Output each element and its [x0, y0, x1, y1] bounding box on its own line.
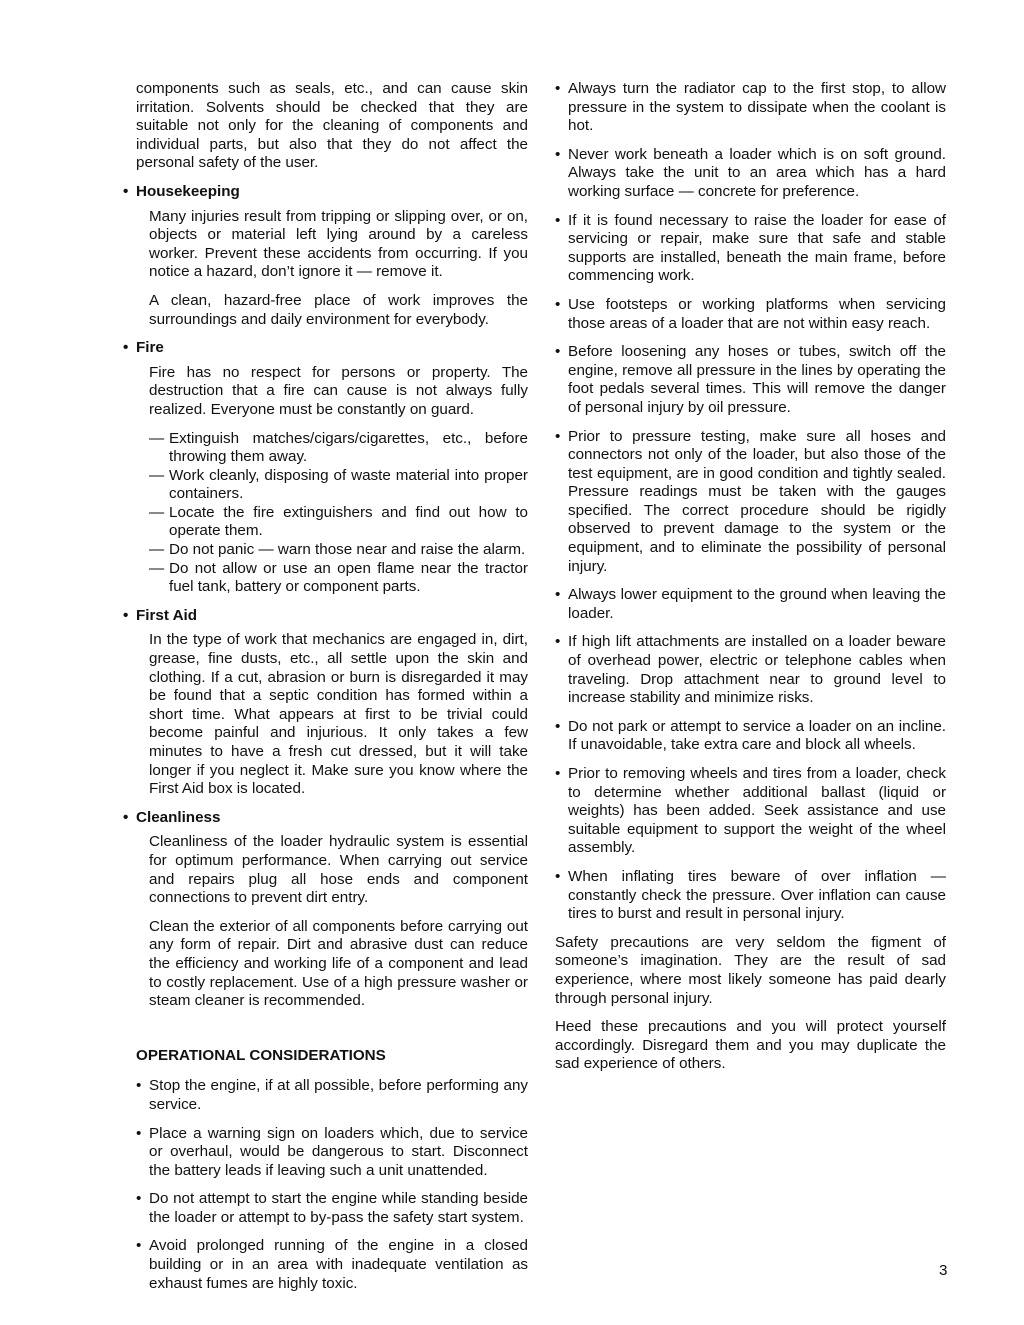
section-paragraph: Clean the exterior of all components before carrying out any form of repair. Dirt and abrasive dust can reduce the efficiency and working life of a component and lead to costly replacement. Use of a high pressure washer or steam cleaner is recommended. — [149, 917, 528, 1010]
closing-paragraph: Heed these precautions and you will protect yourself accordingly. Disregard them and you may duplicate the sad experience of others. — [555, 1018, 946, 1073]
bullet-icon: • — [555, 343, 561, 361]
bullet-icon: • — [555, 717, 561, 735]
section-housekeeping — [123, 182, 528, 329]
list-item: • Always lower equipment to the ground when leaving the loader. — [555, 586, 946, 622]
section-paragraph: Fire has no respect for persons or property. The destruction that a fire can cause is not always fully realized. Everyone must be constantly on guard. — [149, 363, 528, 418]
dash-item: — Do not panic — warn those near and raise the alarm. — [149, 541, 526, 559]
dash-icon: — — [149, 541, 165, 559]
dash-icon: — — [149, 429, 165, 447]
operational-heading: OPERATIONAL CONSIDERATIONS — [136, 1046, 386, 1064]
bullet-icon: • — [555, 295, 561, 313]
list-item: • Avoid prolonged running of the engine in a closed building or in an area with inadequate ventilation as exhaust fumes are highly toxic. — [136, 1237, 528, 1292]
section-fire — [123, 339, 528, 597]
bullet-icon: • — [555, 765, 561, 782]
list-item: • Prior to pressure testing, make sure all hoses and connectors not only of the loader, but also those of the test equipment, are in good condition and tightly sealed. Pressure readings must be taken with the gauges specified. The correct procedure should be rigidly observed to prevent damage to the system or the equipment, and to eliminate the possibility of personal injury. — [555, 427, 946, 575]
section-title: Fire — [136, 339, 164, 357]
bullet-icon: • — [136, 1190, 142, 1208]
bullet-icon: • — [123, 808, 129, 826]
section-paragraph: Many injuries result from tripping or slipping over, or on, objects or material left lying around by a careless worker. Prevent these accidents from occurring. If you notice a hazard, don’t ignore it — remove it. — [149, 207, 528, 281]
closing-text — [555, 934, 946, 1074]
page-number: 3 — [939, 1262, 948, 1279]
precautions-list — [555, 80, 946, 924]
list-item: • Prior to removing wheels and tires from a loader, check to determine whether additional ballast (liquid or weights) has been added. Seek assistance and use suitable equipment to support the weight of the wheel assembly. — [555, 765, 946, 857]
dash-item: — Extinguish matches/cigars/cigarettes, etc., before throwing them away. — [149, 429, 528, 466]
bullet-icon: • — [136, 1124, 142, 1142]
section-paragraph: Cleanliness of the loader hydraulic system is essential for optimum performance. When carrying out service and repairs plug all hose ends and component connections to prevent dirt entry. — [149, 833, 528, 907]
section-paragraph: In the type of work that mechanics are engaged in, dirt, grease, fine dusts, etc., all settle upon the skin and clothing. If a cut, abrasion or burn is disregarded it may be found that a septic condition has formed within a short time. What appears at first to be trivial could become painful and injurious. It only takes a few minutes to have a fresh cut dressed, but it will take longer if you neglect it. Make sure you know where the First Aid box is located. — [149, 631, 528, 798]
section-cleanliness — [123, 808, 528, 1011]
list-item: • Always turn the radiator cap to the first stop, to allow pressure in the system to dissipate when the coolant is hot. — [555, 80, 946, 135]
bullet-icon: • — [555, 80, 561, 97]
section-title: Housekeeping — [136, 182, 240, 200]
bullet-icon: • — [555, 867, 561, 885]
bullet-icon: • — [555, 586, 561, 604]
bullet-icon: • — [123, 606, 129, 624]
list-item: • Place a warning sign on loaders which, due to service or overhaul, would be dangerous to start. Disconnect the battery leads if leaving such a unit unattended. — [136, 1124, 528, 1179]
dash-item: — Work cleanly, disposing of waste material into proper containers. — [149, 466, 528, 503]
section-first-aid — [123, 606, 528, 799]
list-item: • Never work beneath a loader which is on soft ground. Always take the unit to an area which has a hard working surface — concrete for preference. — [555, 145, 946, 200]
bullet-icon: • — [555, 145, 561, 163]
section-paragraph: A clean, hazard-free place of work improves the surroundings and daily environment for everybody. — [149, 291, 528, 328]
list-item: • Do not attempt to start the engine while standing beside the loader or attempt to by-pass the safety start system. — [136, 1190, 528, 1226]
dash-item: — Do not allow or use an open flame near the tractor fuel tank, battery or component parts. — [149, 559, 528, 596]
closing-paragraph: Safety precautions are very seldom the figment of someone’s imagination. They are the result of sad experience, where most likely someone has paid dearly through personal injury. — [555, 933, 946, 1007]
left-column — [123, 80, 528, 1303]
list-item: • When inflating tires beware of over inflation — constantly check the pressure. Over inflation can cause tires to burst and result in personal injury. — [555, 867, 946, 923]
dash-icon: — — [149, 503, 165, 521]
list-item: • If it is found necessary to raise the loader for ease of servicing or repair, make sure that safe and stable supports are installed, beneath the main frame, before commencing work. — [555, 211, 946, 285]
operational-list — [136, 1077, 528, 1293]
list-item: • Use footsteps or working platforms when servicing those areas of a loader that are not within easy reach. — [555, 295, 946, 332]
bullet-icon: • — [123, 339, 129, 357]
section-title: First Aid — [136, 606, 198, 624]
dash-icon: — — [149, 559, 165, 577]
intro-paragraph: components such as seals, etc., and can cause skin irritation. Solvents should be checked that they are suitable not only for the cleaning of components and individual parts, but also that they do not affect the personal safety of the user. — [136, 80, 528, 172]
bullet-icon: • — [136, 1077, 142, 1095]
dash-icon: — — [149, 466, 165, 484]
bullet-icon: • — [555, 427, 561, 445]
bullet-icon: • — [136, 1237, 142, 1255]
bullet-icon: • — [123, 182, 129, 200]
right-column — [555, 80, 946, 1074]
bullet-icon: • — [555, 211, 561, 229]
list-item: • If high lift attachments are installed on a loader beware of overhead power, electric or telephone cables when traveling. Drop attachment near to ground level to increase stability and minimize risks. — [555, 633, 946, 707]
list-item: • Do not park or attempt to service a loader on an incline. If unavoidable, take extra care and block all wheels. — [555, 717, 946, 754]
list-item: • Stop the engine, if at all possible, before performing any service. — [136, 1077, 528, 1113]
fire-dash-list — [149, 430, 528, 597]
section-title: Cleanliness — [136, 808, 221, 826]
list-item: • Before loosening any hoses or tubes, switch off the engine, remove all pressure in the lines by operating the foot pedals several times. This will remove the danger of personal injury by oil pressure. — [555, 343, 946, 416]
dash-item: — Locate the fire extinguishers and find out how to operate them. — [149, 503, 528, 540]
bullet-icon: • — [555, 633, 561, 651]
